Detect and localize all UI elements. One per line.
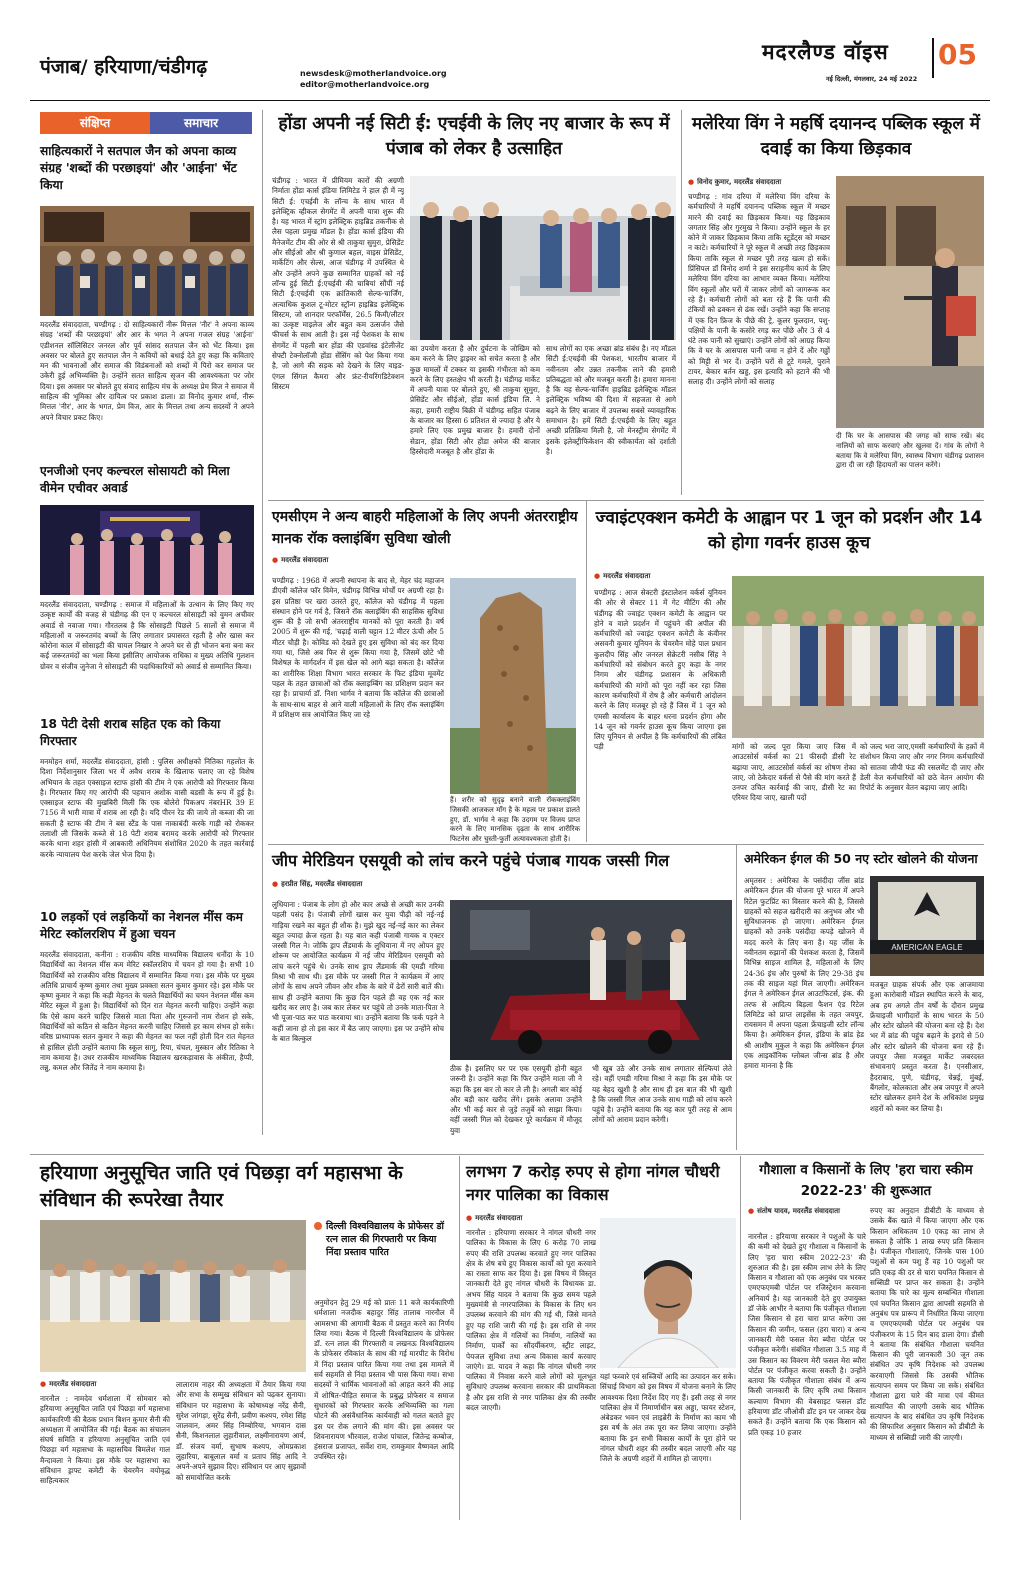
eagle-headline: अमेरिकन ईगल की 50 नए स्टोर खोलने की योजना <box>744 851 978 866</box>
nangal-col2: यहां फव्वारे एवं सब्जियों आदि का उत्पादन कर सके। सिंचाई विभाग को इस विषय में योजना बनाने के लिए आवश्यक दिशा निर्देश दिए गए हैं। इसी तरह से नगर पालिका क्षेत्र में निमार्णाधीन बस अड्डा, फायर स्टेशन, अंबेडकर भवन एवं लाइब्रेरी के निर्माण का काम भी इस वर्ष के अंत तक पूरा कर लिया जाएगा। उन्होंने बताया कि इन सभी विकास कार्यों के पूरा होने पर नांगल चौधरी शहर की तस्वीर बदल जाएगी और यह जिले के अग्रणी शहरों में शामिल हो जाएगा। <box>600 1372 736 1464</box>
sidebar-story4-headline: 10 लड़कों एवं लड़कियों का नेशनल मींस कम मेरिट स्कॉलरशिप में हुआ चयन <box>40 910 243 941</box>
row1-rule <box>268 500 984 501</box>
mahasabha-byline: ● मदरलैंड संवाददाता <box>40 1380 97 1388</box>
sidebar-story2-headline: एनजीओ एनए कल्चरल सोसायटी को मिला वीमेन एचीवर अवार्ड <box>40 464 230 495</box>
nangal-body: नारनौल : हरियाणा सरकार ने नांगल चौधरी नगर पालिका के विकास के लिए 6 करोड़ 70 लाख रुपए की राशि उपलब्ध करवाते हुए नगर पालिका क्षेत्र के शेष बचे हुए विकास कार्यों को पूरा करवाने का रास्ता साफ कर दिया है। इस विषय में विस्तृत जानकारी देते हुए नांगल चौधरी के विधायक डा. अभय सिंह यादव ने बताया कि कुछ समय पहले मुख्यमंत्री से नगरपालिका के विकास के लिए धन उपलब्ध करवाने की मांग की गई थी, जिसे मानते हुए यह राशि जारी की गई है। इस राशि से नगर पालिका क्षेत्र में गलियों का निर्माण, नालियों का निर्माण, पार्कों का सौंदर्यीकरण, स्ट्रीट लाइट, पेयजल सुविधा तथा अन्य विकास कार्य करवाए जाएंगे। डा. यादव ने कहा कि नांगल चौधरी नगर पालिका में निवास करने वाले लोगों को मूलभूत सुविधाएं उपलब्ध करवाना सरकार की प्राथमिकता है और इस राशि से नगर पालिका क्षेत्र की तस्वीर बदल जाएगी। <box>466 1228 596 1413</box>
mahasabha-body: नारनौल : नामदेव धर्मशाला में सोमवार को हरियाणा अनुसूचित जाति एवं पिछड़ा वर्ग महासभा कार्यकारिणी की बैठक प्रधान बिशन कुमार सैनी की अध्यक्षता में आयोजित की गई। बैठक का संचालन संघर्ष समिति व हरियाणा अनुसूचित जाति एवं पिछड़ा वर्ग महासभा के महासचिव बिमलेश गाल मैन्दावला ने किया। इस मौके पर महासभा का संविधान ड्राफ्ट कमेटी के चेयरमैन वयोवृद्ध साहित्यकार <box>40 1394 170 1486</box>
jac-col3: को जल्द भरा जाए,एमसी कर्मचारियों के हक़ों में संशोधन किया जाए और नगर निगम कर्मचारियों को सातवा जीपी फंड की रसलमेंट दी जाए और डेली वेज कर्मचारियों को छठे वेतन आयोग की रिपोर्ट के अनुसार वेतन बढ़ाया जाए आदि। <box>860 742 984 793</box>
mahasabha-col3: अनुमोदन हेतु 29 मई को प्रातः 11 बजे कार्यकारिणी धर्मशाला नजदीक बहादुर सिंह तालाब नारनौल में आमसभा की आगामी बैठक में प्रस्तुत करने का निर्णय लिया गया। बैठक में दिल्ली विश्वविद्यालय के प्रोफेसर डॉ. रत्न लाल की गिरफ्तारी व लखनऊ विश्वविद्यालय के प्रोफेसर रविकांत के साथ की गई मारपीट के विरोध में निंदा प्रस्ताव पारित किया गया तथा इस मामले में सर्व सहमति से निंदा प्रस्ताव भी पास किया गया। सभा सदस्यों ने धार्मिक भावनाओं को आहत करने की आड़ में शोषित-पीड़ित समाज के प्रबुद्ध प्रोफेसर व समाज सुधारकों को गिरफ्तार करके अभिव्यक्ति का गला घोटने की असंवैधानिक कार्यवाही को गलत बताते हुए इस पर रोक लगाने की मांग की। इस अवसर पर शिवनारायण भीरवाल, राजेश पांचाल, जितेन्द्र कम्बोज, हंसराज प्रजापत, सर्वेश राम, रामकुमार वैष्णवल आदि उपस्थित रहे। <box>314 1298 454 1462</box>
page-number: 05 <box>938 38 977 71</box>
honda-col1: चंडीगढ़ : भारत में प्रीमियम कारों की अग्रणी निर्माता होंडा कार्स इंडिया लिमिटेड ने हाल ही में न्यू सिटी ई: एचईवी के लॉन्च के साथ भारत में इलेक्ट्रिक व्हीकल सेगमेंट में अपनी यात्रा शुरू की है। यह भारत में स्ट्रांग इलेक्ट्रिक हाइब्रिड तकनीक से लैस पहला प्रमुख मॉडल है। होंडा कार्स इंडिया की मैनेजमेंट टीम की ओर से श्री ताकुया सुमुरा, प्रेसिडेंट और सीईओ और श्री कुणाल बहल, वाइस प्रेसिडेंट, मार्केटिंग और सेल्स, आज चंडीगढ़ में उपस्थित थे और उन्होंने अपने कुछ सम्मानित ग्राहकों को नई लॉन्च हुई सिटी ई:एचईवी की चाबियां सौंपीं नई सिटी ई:एचईवी एक क्रांतिकारी सेल्फ-चार्जिंग, अत्याधिक कुशल टू-मोटर स्ट्रॉन्ग हाइब्रिड इलेक्ट्रिक सिस्टम, जो शानदार परफॉर्मेंस, 26.5 किमी/लीटर का उत्कृष्ट माइलेज और बहुत कम उत्सर्जन जैसे फीचर्स के साथ आती है। इस नई पेशकश के साथ सेगमेंट में पहली बार होंडा की एडवांस्ड इंटेलीजेंट सेफ्टी टेक्नोलॉजी होंडा सेंसिंग को पेश किया गया है, जो आगे की सड़क को देखने के लिए वाइड-एंगल सिंगल कैमरा और फ्रंट-रीयरिंगडिटेक्शन सिस्टम <box>272 176 404 391</box>
gaushala-body: नारनौल : हरियाणा सरकार ने पशुओं के चारे की कमी को देखते हुए गौशाला व किसानों के लिए 'हरा चारा स्कीम 2022-23' की शुरुआत की है। इस स्कीम लाभ लेने के लिए किसान व गौशाला को एक अनुबंध पत्र भरकर एमएफएमबी पोर्टल पर रजिस्ट्रेशन करवाना अनिवार्य है। यह जानकारी देते हुए उपायुक्त डॉ जेके आभीर ने बताया कि पंजीकृत गौशाला जिस किसान से हरा चारा प्राप्त करेगा उस किसान की जमीन, फसल (हरा चारा) व अन्य जानकारी मेरी फसल मेरा ब्यौरा पोर्टल पर पंजीकृत करेगी। संबंधित गौशाला 3.5 माह में उस किसान का विवरण मेरी फसल मेरा ब्यौरा पोर्टल पर पंजीकृत करवा सकती है। उन्होंने बताया कि पंजीकृत गौशाला संबंध में अन्य किसी जानकारी के लिए कृषि तथा किसान कल्याण विभाग की वेबसाइट फसल डॉट हरियाणा डॉट जीओवी डॉट इन पर जाकर देख सकते हैं। उन्होंने बताया कि एक किसान को प्रति एकड़ 10 हजार <box>748 1232 866 1437</box>
malaria-caption: दी कि घर के आसपास की जगह को साफ रखें। बंद नालियों को साफ करवाएं और खुलवा दें। गांव के लोगों ने बताया कि वे मलेरिया विंग, स्वास्थ्य विभाग चंडीगढ़ प्रशासन द्वारा दी जा रही हिदायतों का पालन करेंगे। <box>836 432 984 470</box>
dateline: नई दिल्ली, मंगलवार, 24 मई 2022 <box>826 75 918 83</box>
du-bullet <box>314 1222 322 1230</box>
car-handover-photo <box>410 176 676 340</box>
sidebar-tabs <box>40 112 252 134</box>
american-eagle-store-photo <box>870 876 984 976</box>
store-sign-text: AMERICAN EAGLE <box>891 943 963 952</box>
msm-byline: ● मदरलैंड संवाददाता <box>272 556 329 564</box>
du-subhead: दिल्ली विश्वविद्यालय के प्रोफेसर डॉ रत्न लाल की गिरफ्तारी पर किया निंदा प्रस्ताव पारित <box>326 1221 444 1258</box>
mahasabha-meeting-photo <box>40 1220 306 1372</box>
rock-climbing-wall-photo <box>450 578 576 794</box>
msm-divider <box>586 500 587 842</box>
award-ceremony-photo <box>40 505 254 595</box>
sidebar-story1-body: मदरलैंड संवाददाता, चण्डीगढ़ : दो साहित्यकारों नीरू मित्तल 'नीर' ने अपना काव्य संग्रह 'शब्दों की परछाइयां' और आर के भगत ने अपना गजल संग्रह 'आईना' एडीशनल सॉलिसिटर जनरल और पूर्व सांसद सतपाल जैन को भेंट किया। इस अवसर पर बोलते हुए सतपाल जैन ने कवियों को बधाई देते हुए कहा कि कविताएं मन की भावनाओं और समाज की विडंबनाओं को शब्दों में पिरो कर समाज पर उकेरी हुई अभिव्यक्ति है। उन्होंने सतत साहित्य सृजन की आवश्यकता पर जोर दिया। इस अवसर पर बोलते हुए संवाद साहित्य मंच के अध्यक्ष प्रेम विज ने समाज में साहित्य की भूमिका और दायित्व पर प्रकाश डाला। डा विनोद कुमार शर्मा, नीरू मित्तल 'नीर', आर के भगत, प्रेम विज, आर के मित्तल तथा अन्य सदस्यों ने अपने अपने विचार प्रकट किए। <box>40 320 254 422</box>
jac-photo <box>732 576 984 738</box>
row2-rule <box>268 844 984 845</box>
masthead-divider <box>932 38 934 78</box>
sidebar-story4-body: मदरलैंड संवाददाता, कनीना : राजकीय वरिष्ठ माध्यमिक विद्यालय धनौंदा के 10 विद्यार्थियों का नेशनल मींस कम मेरिट स्कॉलरशिप में चयन हो गया है। सभी 10 विद्यार्थियों को राजकीय वरिष्ठ विद्यालय में सम्मानित किया गया। इस मौके पर मुख्य अतिथि प्राचार्य कृष्ण कुमार तथा मुख्य प्रवक्ता सतन कुमार कुमार रहे। इस मौके पर कृष्ण कुमार ने कहा कि कड़ी मेहनत के चलते विद्यार्थियों का चयन नेशनल मींस कम मेरिट स्कूल में हुआ है। विद्यार्थियों को दिन रात मेहनत करनी चाहिए। उन्होंने कहा कि ऐसे काम करने चाहिए जिससे माता पिता और गुरुजनों नाम रोशन हो सके, विद्यार्थियों को कठिन से कठिन मेहनत करनी चाहिए जिससे हर काम संभव हो सके। वरिष्ठ प्राध्यापक सतन कुमार ने कहा की मेहनत का फल नहीं होती दिन रात मेहनत से हासिल होती उन्होंने बताया कि स्कूल सागु, रिया, चंचल, मुस्कान और रितिका ने नाम कमाया है। उधर राजकीय माध्यमिक विद्यालय खरकड़ावास के अंकीता, हैप्पी, तन्नु, कमल और जितेंद्र ने नाम कमाया है। <box>40 950 254 1073</box>
sidebar-story1-photo <box>40 206 254 316</box>
tab-sankshipt: संक्षिप्त <box>40 112 150 134</box>
honda-headline: होंडा अपनी नई सिटी ई: एचईवी के लिए नए बाजार के रूप में पंजाब को लेकर है उत्साहित <box>278 114 670 159</box>
contact-emails <box>300 68 447 90</box>
sidebar-story3-body: मनमोहन शर्मा, मदरलैंड संवाददाता, हांसी : पुलिस अधीक्षको नितिका गहलोत के दिशा निर्देशानुसार जिला भर में अवैध शराब के खिलाफ चलाए जा रहे विशेष अभियान के तहत एक्साइज स्टाफ हांसी की टीम ने एक आरोपी को गिरफ्तार किया है। गिरफ्तार किए गए आरोपी की पहचान अशोक वासी बडसी के रूप में हुई है। एक्साइज स्टाफ की मुखबिरी मिली कि एक बोलेरो पिकअप नंबरHR 39 E 7156 में भारी मात्रा में शराब आ रही है। यदि पीरन रेड की जाये तो कब्जा की जा सकती है स्टाफ की टीम ने बस स्टैंड के पास नाकाबंदी करके गाड़ी को रोककर तलाशी ली जिसके कब्जे से 18 पेटी शराब बरामद करके आरोपी को गिरफ्तार करके थाना शहर हांसी में आबकारी अधिनियम संशोधित 2020 के तहत कार्रवाई करके न्यायालय पेश करके जेल भेज दिया है। <box>40 757 254 859</box>
mahasabha-headline: हरियाणा अनुसूचित जाति एवं पिछड़ा वर्ग महासभा के संविधान की रूपरेखा तैयार <box>40 1162 403 1211</box>
jeep-col3: भी खूब उठे और उनके साथ लगातार सेल्फियां लेते रहे। वहीं एमडी गरिमा मिश्रा ने कहा कि इस मौके पर यह बेहद खुशी है और साथ ही इस बात की भी खुशी है कि जस्सी गिल आज उनके साथ गाड़ी को लांच करने पहुंचे है। उन्होंने बताया कि यह कार पूरी तरह से आम लोगों को आराम प्रदान करेगी। <box>592 1064 732 1125</box>
jeep-col2: ठीक है। इसलिए घर पर एक एसयूवी होनी बहुत जरूरी है। उन्होंने कहा कि फिर उन्होंने माता जी ने कहा कि इस बार तो कार ले ली है। अगली बार कोई और बड़ी कार खरीद लेंगे। इसके अलावा उन्होंने और भी कई कार से जुड़े तजुर्बे को साझा किया। वहीं जस्सी गिल को देखकर पूरे कार्यक्रम में मौजूद युवा <box>450 1064 582 1135</box>
jac-byline: ● मदरलैंड संवाददाता <box>594 572 651 580</box>
gaushala-headline: गौशाला व किसानों के लिए 'हरा चारा स्कीम 2022-23' की शुरूआत <box>759 1162 973 1199</box>
sidebar-story3-headline: 18 पेटी देसी शराब सहित एक को किया गिरफ्तार <box>40 717 221 748</box>
newsdesk-email[interactable]: newsdesk@motherlandvoice.org <box>300 69 447 78</box>
malaria-headline: मलेरिया विंग ने महर्षि दयानन्द पब्लिक स्कूल में दवाई का किया छिड़काव <box>692 114 980 159</box>
honda-col2: का उपयोग करता है और दुर्घटना के जोखिम को कम करने के लिए ड्राइवर को सचेत करता है और कुछ मामलों में टक्कर या इसकी गंभीरता को कम करने के लिए हस्तक्षेप भी करती है। चंडीगढ़ मार्केट में अपनी यात्रा पर बोलते हुए, श्री ताकुया सुमुरा, प्रेसिडेंट और सीईओ, होंडा कार्स इंडिया लि. ने कहा, हमारी राष्ट्रीय बिक्री में चंडीगढ़ सहित पंजाब के बाजार का हिस्सा 6 प्रतिशत से ज्यादा है और ये हमारे लिए एक प्रमुख बाजार है। हमारी दोनों सेडान, होंडा सिटी और होंडा अमेज की बाजार हिस्सेदारी मजबूत है और होंडा के <box>410 344 540 456</box>
sidebar-story1-headline: साहित्यकारों ने सतपाल जैन को अपना काव्य संग्रह 'शब्दों की परछाइयां' और 'आईना' भेंट किया <box>40 144 237 192</box>
du-subhead-box <box>314 1220 454 1294</box>
tab-samachar: समाचार <box>150 112 252 134</box>
sidebar-divider <box>262 110 263 1135</box>
malaria-byline: ● विनोद कुमार, मदरलैंड संवाददाता <box>688 178 782 186</box>
mahasabha-divider <box>459 1156 460 1520</box>
malaria-body: चण्डीगढ़ : गांव दरिया में मलेरिया विंग दरिया के कर्मचारियों ने महर्षि दयानन्द पब्लिक स्कूल में मच्छर मारने की दवाई का छिड़काव किया। यह छिड़काव जगतार सिंह और गुरमुख ने किया। उन्होंने स्कूल के हर कोने में जाकर छिड़काव किया ताकि स्टूडेंट्स को मच्छर न काटे। कर्मचारियों ने पूरे स्कूल में अच्छी तरह छिड़काव किया ताकि स्कूल से मच्छर पूरी तरह खत्म हो सकें। प्रिंसिपल डॉ विनोद शर्मा ने इस सराहनीय कार्य के लिए मलेरिया विंग दरिया का आभार व्यक्त किया। मलेरिया विंग स्कूलों और घरों में जाकर लोगों को जागरूक कर रहे हैं। कर्मचारी लोगों को बता रहे हैं कि पानी की टंकियों को ढक्कन से ढंक रखें। उन्होंने कहा कि सप्ताह में एक दिन फ्रिज के पीछे की ट्रे, कूलर फूलदान, पशु-पक्षियों के पानी के कसोरे रगड़ कर पोंछे और 3 से 4 घंटे तक पानी को सुखाएं। उन्होंने लोगों को आग्रह किया कि वे घर के आसपास पानी जमा न होने दें और गढ्ढों को मिट्टी से भर दें। उन्होंने घरों से टूटे गमले, पुराने टायर, बेकार बर्तन खड्ड, इस इत्यादि को हटाने की भी सलाह दी। उन्होंने लोगों को सलाह <box>688 192 830 387</box>
row3-rule <box>30 1154 984 1155</box>
nangal-byline: ● मदरलैंड संवाददाता <box>466 1214 523 1222</box>
header-rule <box>30 100 990 101</box>
spraying-photo <box>836 176 984 428</box>
gaushala-byline: ● संतोष यादव, मदरलैंड संवाददाता <box>748 1207 840 1215</box>
sidebar-story2-photo <box>40 505 254 595</box>
union-meeting-photo <box>732 576 984 738</box>
book-release-photo <box>40 206 254 316</box>
page-header <box>0 0 1024 104</box>
mahasabha-col2: लालाराम नाहर की अध्यक्षता में तैयार किया गया और सभा के सम्मुख संविधान को पढ़कर सुनाया। संविधान पर महासभा के कोषाध्यक्ष नरेंद्र सैनी, सुरेश जांगड़ा, सुरेंद्र सैनी, प्रवीण कश्यप, रमेश सिंह जालवान, अमर सिंह निम्बोरिया, भगवान दास सैनी, किशनलाल लुहारीवाल, लक्ष्मीनारायण आर्य, डॉ. संजय वर्मा, सुभाष कश्यप, ओमप्रकाश लुहारिया, बाबूलाल वर्मा व प्रताप सिंह आदि ने अपने-अपने सुझाव दिए। संविधान पर आए सुझावों को समायोजित करके <box>176 1380 306 1482</box>
mahasabha-photo <box>40 1220 306 1372</box>
jac-col2: मांगों को जल्द पूरा किया जाए जिस में आउटसोर्स वर्कर्स का 21 फीसदी डीसी रेट बढ़ाया जाए, आउटसोर्स वर्कर्स का शोषण रोका जाए, जो ठेकेदार वर्कर्स से पैसे की मांग करते हैं उनपर उचित कार्रवाई की जाए, डीसी रेट का एरियर दिया जाए, खाली पदों <box>732 742 856 803</box>
jeep-body: लुधियाना : पंजाब के लोग हो और कार अच्छे से अच्छी कार उनकी पहली पसंद है। पंजाबी लोगों खास कर युवा पीढ़ी को नई-नई गाड़िया रखने का बहुत ही शौक है। मुझे खुद नई-नई कार का लेकर बहुत ज्यादा क्रेज रहता है। यह बात कही पंजाबी गायक व एक्टर जस्सी गिल ने। जोकि ड्राप लैंडमार्क के लुधियाना में नए ओपन हुए शोरूम पर आयोजित कार्यक्रम में नई जीप मेरिडियन एसयूवी को लांच करने पहुंचे थे। उनके साथ ड्राप लैंडमार्क की एमडी गरिमा मिश्रा भी साथ थी। इस मौके पर जस्सी गिल ने कार्यक्रम में आए लोगों के साथ अपने जीवन और शौक के बारे में ढेरों सारी बातें की। साथ ही उन्होंने बताया कि कुछ दिन पहले ही वह एक नई कार खरीद कर लाए है। जब कार लेकर घर पहुंचे तो उनके माता-पिता ने भी पूजा-पाठ कर पाठ करवाया था। उन्होंने बताया कि फर्क पड़ने ने कहीं जाना हो तो इस कार में बैठ जाए जाएगा। इस पर उन्होंने सोच के बात बिल्कुल <box>272 900 444 1043</box>
gaushala-col2: रुपए का अनुदान डीबीटी के माध्यम से उसके बैंक खाते में किया जाएगा और एक किसान अधिकतम 10 एकड़ का लाभ ले सकता है जोकि 1 लाख रुपए प्रति किसान है। पंजीकृत गौशालाएं, जिनके पास 100 पशुओं से कम पशु हैं वह 10 पशुओं पर प्रति एकड़ की दर से चारा चयनित किसान से सब्सिडी पर प्राप्त कर सकता है। उन्होंने बताया कि चारे का मूल्य सम्बन्धित गौशाला एवं चयनित किसान द्वारा आपसी सहमति से अनुबंध पत्र प्रारूप में निर्धारित किया जाएगा व एमएफएमबी पोर्टल पर अनुबंध पत्र पंजीकरण के 15 दिन बाद डाला देगा। डीसी ने बताया कि संबंधित गौशाला चयनित किसान की पूरी जानकारी 30 जून तक संबंधित उप कृषि निदेशक को उपलब्ध करवाएगी जिससे कि उसकी भौतिक सत्यापन समय पर किया जा सके। संबंधित गौशाला द्वारा चारे की मात्रा एवं कीमत सत्यापित की जाएगी उसके बाद भौतिक सत्यापन के बाद संबंधित उप कृषि निदेशक की सिफारिश अनुसार किसान को डीबीटी के माध्यम से सब्सिडी जारी की जाएगी। <box>870 1206 984 1442</box>
jeep-headline: जीप मेरिडियन एसयूवी को लांच करने पहुंचे पंजाब गायक जस्सी गिल <box>272 851 670 870</box>
eagle-photo <box>870 876 984 976</box>
msm-headline: एमसीएम ने अन्य बाहरी महिलाओं के लिए अपनी अंतरराष्ट्रीय मानक रॉक क्लाइंबिंग सुविधा खोली <box>272 509 578 547</box>
sidebar-story2-body: मदरलैंड संवाददाता, चण्डीगढ़ : समाज में महिलाओं के उत्थान के लिए किए गए उत्कृष्ट कार्यों की वजह से चंडीगढ़ की एन ए कल्चरल सोसाइटी को वुमन अचीवर अवार्ड से नवाजा गया। गौरतलब है कि सोसाइटी पिछले 5 सालों से समाज में महिलाओं व जरूरतमंद बच्चों के लिए लगातार प्रयासरत रहती है और खास कर कोरोना काल में सोसाइटी की चायल निखार ने अपने घर से ही भोजन बना बना कर कई जरूरतमंदों का भला किया इसीलिए आयोजक राधिका व मुख्य अतिथि गुलशन ग्रोवर व संजीव जुनेजा ने सोसाइटी की पदाधिकारियों को अवार्ड से सम्मानित किया। <box>40 600 254 671</box>
honda-col3: साथ लोगों का एक अच्छा ब्रांड संबंध है। नए मॉडल सिटी ई:एचईवी की पेशकश, भारतीय बाजार में नवीनतम और उन्नत तकनीक लाने की हमारी प्रतिबद्धता को और मजबूत करती है। हमारा मानना है कि यह सेल्फ-चार्जिंग हाइब्रिड इलेक्ट्रिक मॉडल इलेक्ट्रिक भविष्य की दिशा में सहजता से आगे बढ़ने के लिए बाजार में उपलब्ध सबसे व्यावहारिक समाधान है। हमें सिटी ई:एचईवी के लिए बहुत अच्छी प्रतिक्रिया मिली है, जो मेनस्ट्रीम सेगमेंट में इसके इलेक्ट्रीफिकेशन की स्वीकार्यता को दर्शाती है। <box>546 344 676 456</box>
jac-body: चण्डीगढ़ : आज सेक्टरी इंस्टालेशन वर्कर्स यूनियन की ओर से सेक्टर 11 में गेट मीटिंग की और चंडीगढ़ की ज्वाइंट एक्शन कमेटी के आह्वान पर होने व वाले प्रदर्शन में पहुंचने की अपील की कर्मचारियों को ज्वाइंट एक्शन कमेटी के कंवीनर असवनी कुमार यूनियन के चेयरमैन मोहे पाल प्रधान कुलदीप सिंह और जनरल सेक्रेटरी नसीब सिंह ने कर्मचारियों को संबोधन करते हुए कहा के नगर निगम और चंडीगढ़ प्रशासन के अधिकारी कर्मचारियों की मांगों को पूरा नहीं कर रहा जिस कारण कर्मचारियों में रोष है और कर्मचारी आंदोलन करने के लिए मजबूर हो रहे हैं जिस में 1 जून को एमसी कार्यालय के बाहर धरना प्रदर्शन होगा और 14 जून को गवर्नर हाउस कूच किया जाएगा इस लिए यूनियन से अपील है कि कर्मचारियों की लंबित पड़ी <box>594 588 726 752</box>
jeep-byline: ● हरप्रीत सिंह, मदरलैंड संवाददाता <box>272 880 363 888</box>
honda-photo <box>410 176 676 340</box>
eagle-col2: मजबूत ग्राहक संपर्क और एक आजमाया हुआ कारोबारी मॉडल स्थापित करने के बाद, अब हम अगले तीन वर्षों के दौरान प्रमुख फ्रेंचाइजी भागीदारों के साथ भारत के 50 और स्टोर खोलने की योजना बना रहे हैं। देश भर में ब्रांड की पहुंच बढ़ाने के इरादे से 50 और स्टोर खोलने की योजना बना रहे हैं। जयपुर जैसा मजबूत मार्केट जबरदस्त संभावनाएं प्रस्तुत करता है। एनसीआर, हैदराबाद, पुणे, चंडीगढ़, चेन्नई, मुंबई, बैंगलोर, कोलकाता और अब जयपुर में अपने स्टोर खोलकर हमने देश के अधिकांश प्रमुख शहरों को कवर कर लिया है। <box>870 980 984 1113</box>
msm-body: चण्डीगढ़ : 1968 में अपनी स्थापना के बाद से, मेहर चंद महाजन डीएवी कॉलेज फॉर विमेन, चंडीगढ़ विभिन्न मोर्चों पर अग्रणी रहा है। इस प्रतिष्ठा पर खरा उतरते हुए, कॉलेज को चंडीगढ़ में पहला संस्थान होने पर गर्व है, जिसने रॉक क्लाइंबिंग की साहसिक सुविधा शुरू की है जो सभी अंतरराष्ट्रीय मानकों को पूरा करती है। वर्ष 2005 में शुरू की गई, 'चढ़ाई वाली चट्टान 12 मीटर ऊंची और 5 मीटर चौड़ी है। कोविड को देखते हुए इस सुविधा को बंद कर दिया गया था, जिसे अब फिर से शुरू किया गया है, जिसमें छोटे भी विशेषज्ञ के मार्गदर्शन में इस खेल को आगे बढ़ा सकता है। कॉलेज का शारीरिक शिक्षा विभाग भारत सरकार के फिट इंडिया मूवमेंट पहल के तहत छात्राओं को रॉक क्लाइम्बिंग का प्रशिक्षण प्रदान कर रहा है। प्राचार्या डॉ. निशा भार्गव ने बताया कि कॉलेज की छात्राओं के साथ-साथ बाहर से आने वाली महिलाओं के लिए रॉक क्लाइंबिंग में प्रशिक्षण सत्र आयोजित किए जा रहे <box>272 576 444 719</box>
eagle-body: अमृतसर : अमेरिका के पसंदीदा जींस ब्रांड अमेरिकन ईगल की योजना पूरे भारत में अपने रिटेल फुटप्रिंट का विस्तार करने की है, जिससे ग्राहकों को सहज खरीदारी का अनुभव और भी सुविधाजनक हो जाएगा। अमेरिकन ईगल ग्राहकों को उनके पसंदीदा कपड़े खोजने में मदद करने के लिए बना है। यह जींस के नवीनतम रुझानों की पेशकश करता है, जिसमें विभिन्न साइज शामिल है, महिलाओं के लिए 24-36 इंच और पुरुषों के लिए 29-38 इंच तक की साइज यहां मिल जाएगी। अमेरिकन ईगल ने अमेरिकन ईगल आउटफिटर्स, इंक. की तरफ से आदित्य बिड़ला फैशन एंड रिटेल लिमिटेड को प्राप्त लाइसेंस के तहत जयपुर, रायसमन में अपना पहला फ्रेंचाइजी स्टोर लॉन्च किया है। अमेरिकन ईगल, इंडिया के ब्रांड हेड श्री आशीष मुकुल ने कहा कि अमेरिकन ईगल एक आइकॉनिक ग्लोबल जीन्स ब्रांड है और हमारा मानना है कि <box>744 876 864 1071</box>
jeep-launch-photo <box>450 900 732 1060</box>
msm-photo <box>450 578 576 794</box>
msm-col2: हैं। शरीर को सुदृढ़ बनाने वाली रॉकक्लाइंबिंग जिसकी आजकल माँग है के महत्व पर प्रकाश डालते हुए, डॉ. भार्गव ने कहा कि उदगम पर विजय प्राप्त करने के लिए मानसिक दृढ़ता के साथ शारीरिक फिटनेस और चुस्ती-फुर्ती अत्यावश्यकता होती है। <box>450 796 580 844</box>
malaria-photo <box>836 176 984 428</box>
mla-portrait-photo <box>600 1218 736 1368</box>
masthead: मदरलैण्ड वॉइस <box>762 40 889 64</box>
honda-divider <box>681 110 682 495</box>
jeep-photo <box>450 900 732 1060</box>
nangal-divider <box>740 1156 741 1520</box>
jeep-divider <box>736 844 737 1150</box>
nangal-headline: लगभग 7 करोड़ रुपए से होगा नांगल चौधरी नगर पालिका का विकास <box>466 1162 720 1204</box>
editor-email[interactable]: editor@motherlandvoice.org <box>300 80 430 89</box>
section-title: पंजाब/ हरियाणा/चंडीगढ़ <box>40 56 208 78</box>
nangal-photo <box>600 1218 736 1368</box>
jac-headline: ज्वाइंटएक्शन कमेटी के आह्वान पर 1 जून को प्रदर्शन और 14 को होगा गवर्नर हाउस कूच <box>595 508 983 553</box>
